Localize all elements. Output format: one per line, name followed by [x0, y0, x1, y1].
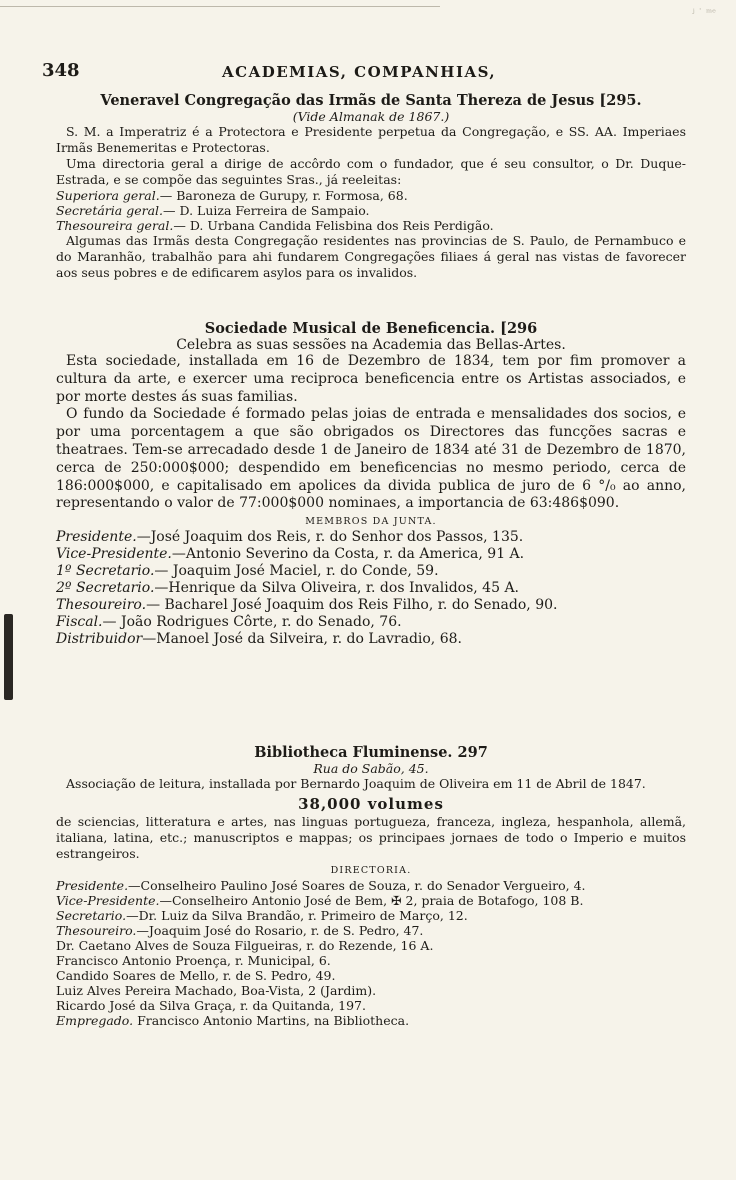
section-bibliotheca	[56, 744, 686, 1028]
member-text: —Henrique da Silva Oliveira, r. dos Invalidos, 45 A.	[154, 580, 520, 597]
margin-ink-mark	[4, 614, 13, 700]
board-role: Empregado.	[56, 1013, 134, 1028]
member-line	[56, 631, 686, 648]
section-sociedade-musical	[56, 320, 686, 648]
paragraph: de sciencias, litteratura e artes, nas linguas portugueza, franceza, ingleza, hespanhola, allemã, italiana, latina, etc.; manuscriptos e mappas; os principaes jornaes de todo o Imperio e muitos estrangeiros.	[56, 814, 686, 861]
board-text: Francisco Antonio Martins, na Bibliotheca.	[133, 1013, 410, 1028]
board-role: Secretario.	[56, 908, 127, 923]
members-heading: MEMBROS DA JUNTA.	[305, 516, 437, 528]
top-rule	[0, 6, 440, 7]
member-line	[56, 529, 686, 546]
board-text: —Joaquim José do Rosario, r. de S. Pedro, 47.	[136, 923, 424, 938]
paragraph: S. M. a Imperatriz é a Protectora e Presidente perpetua da Congregação, e SS. AA. Imperiaes Irmãs Benemeritas e Protectoras.	[56, 124, 686, 155]
section-title: Bibliotheca Fluminense. 297	[254, 744, 488, 761]
page-header	[42, 60, 692, 86]
board-text: Francisco Antonio Proença, r. Municipal, 6.	[56, 953, 331, 968]
officer-role: Superiora geral.	[56, 188, 160, 203]
corner-note: ʲ ˙ ᵐᵉ	[691, 8, 716, 19]
member-line	[56, 597, 686, 614]
officer-role: Secretária geral.	[56, 203, 164, 218]
section-title: Sociedade Musical de Beneficencia. [296	[204, 320, 538, 337]
board-line	[56, 923, 686, 938]
member-text: —Antonio Severino da Costa, r. da America, 91 A.	[171, 546, 525, 563]
member-line	[56, 614, 686, 631]
board-role: Thesoureiro.	[56, 923, 137, 938]
officer-line	[56, 218, 686, 233]
officer-text: — Baroneza de Gurupy, r. Formosa, 68.	[159, 188, 408, 203]
officer-line	[56, 188, 686, 203]
member-role: Vice-Presidente.	[56, 546, 172, 563]
paragraph: Esta sociedade, installada em 16 de Dezembro de 1834, tem por fim promover a cultura da arte, e exercer uma reciproca beneficencia entre os Artistas associados, e por morte destes ás suas familias.	[56, 353, 686, 405]
page-number: 348	[42, 60, 80, 81]
board-text: Candido Soares de Mello, r. de S. Pedro, 49.	[56, 968, 336, 983]
board-text: —Dr. Luiz da Silva Brandão, r. Primeiro de Março, 12.	[126, 908, 468, 923]
officer-line	[56, 203, 686, 218]
member-role: 2º Secretario.	[56, 580, 155, 597]
board-role: Presidente.	[56, 878, 129, 893]
officer-text: — D. Luiza Ferreira de Sampaio.	[163, 203, 370, 218]
member-text: — João Rodrigues Côrte, r. do Senado, 76.	[102, 614, 402, 631]
section-subtitle: (Vide Almanak de 1867.)	[292, 109, 450, 124]
board-line	[56, 968, 686, 983]
running-head: ACADEMIAS, COMPANHIAS,	[222, 63, 497, 81]
board-text: —Conselheiro Paulino José Soares de Souza, r. do Senador Vergueiro, 4.	[128, 878, 586, 893]
board-line	[56, 893, 686, 908]
volumes-count: 38,000 volumes	[298, 795, 444, 813]
section-congregacao	[56, 92, 686, 281]
paragraph: Uma directoria geral a dirige de accôrdo com o fundador, que é seu consultor, o Dr. Duque-Estrada, e se compõe das seguintes Sras., já reeleitas:	[56, 156, 686, 187]
board-heading: DIRECTORIA.	[330, 865, 412, 876]
section-subtitle: Celebra as suas sessões na Academia das Bellas-Artes.	[176, 337, 566, 353]
board-text: Luiz Alves Pereira Machado, Boa-Vista, 2 (Jardim).	[56, 983, 377, 998]
member-role: Fiscal.	[56, 614, 103, 631]
member-role: 1º Secretario.	[56, 563, 155, 580]
board-line	[56, 998, 686, 1013]
board-role: Vice-Presidente.	[56, 893, 160, 908]
section-title: Veneravel Congregação das Irmãs de Santa Thereza de Jesus [295.	[100, 92, 642, 109]
board-line	[56, 983, 686, 998]
paragraph: Algumas das Irmãs desta Congregação residentes nas provincias de S. Paulo, de Pernambuco e do Maranhão, trabalhão para ahi fundarem Congregações filiaes á geral nas vistas de favorecer aos seus pobres e de edificarem asylos para os invalidos.	[56, 233, 686, 280]
officer-text: — D. Urbana Candida Felisbina dos Reis Perdigão.	[173, 218, 494, 233]
board-line	[56, 938, 686, 953]
board-line	[56, 908, 686, 923]
member-role: Distribuidor	[56, 631, 143, 648]
paragraph: Associação de leitura, installada por Bernardo Joaquim de Oliveira em 11 de Abril de 1847.	[66, 776, 646, 791]
member-text: — Joaquim José Maciel, r. do Conde, 59.	[154, 563, 439, 580]
board-line	[56, 878, 686, 893]
board-text: —Conselheiro Antonio José de Bem, ✠ 2, praia de Botafogo, 108 B.	[159, 893, 584, 908]
board-line	[56, 1013, 686, 1028]
board-line	[56, 953, 686, 968]
member-text: —Manoel José da Silveira, r. do Lavradio, 68.	[142, 631, 462, 648]
paragraph: O fundo da Sociedade é formado pelas joias de entrada e mensalidades dos socios, e por uma porcentagem a que são obrigados os Directores das funcções sacras e theatraes. Tem-se arrecadado desde 1 de Janeiro de 1834 até 31 de Dezembro de 1870, cerca de 250:000$000; despendido em beneficencias no mesmo periodo, cerca de 186:000$000, e capitalisado em apolices da divida publica de juro de 6 °/₀ ao anno, representando o valor de 77:000$000 nominaes, a importancia de 63:486$090.	[56, 406, 686, 512]
member-line	[56, 546, 686, 563]
section-subtitle: Rua do Sabão, 45.	[313, 761, 429, 776]
board-text: Ricardo José da Silva Graça, r. da Quitanda, 197.	[56, 998, 366, 1013]
officer-role: Thesoureira geral.	[56, 218, 174, 233]
member-role: Presidente.	[56, 529, 137, 546]
member-line	[56, 580, 686, 597]
member-text: —José Joaquim dos Reis, r. do Senhor dos Passos, 135.	[136, 529, 524, 546]
board-text: Dr. Caetano Alves de Souza Filgueiras, r. do Rezende, 16 A.	[56, 938, 434, 953]
member-text: — Bacharel José Joaquim dos Reis Filho, r. do Senado, 90.	[146, 597, 558, 614]
member-role: Thesoureiro.	[56, 597, 147, 614]
member-line	[56, 563, 686, 580]
